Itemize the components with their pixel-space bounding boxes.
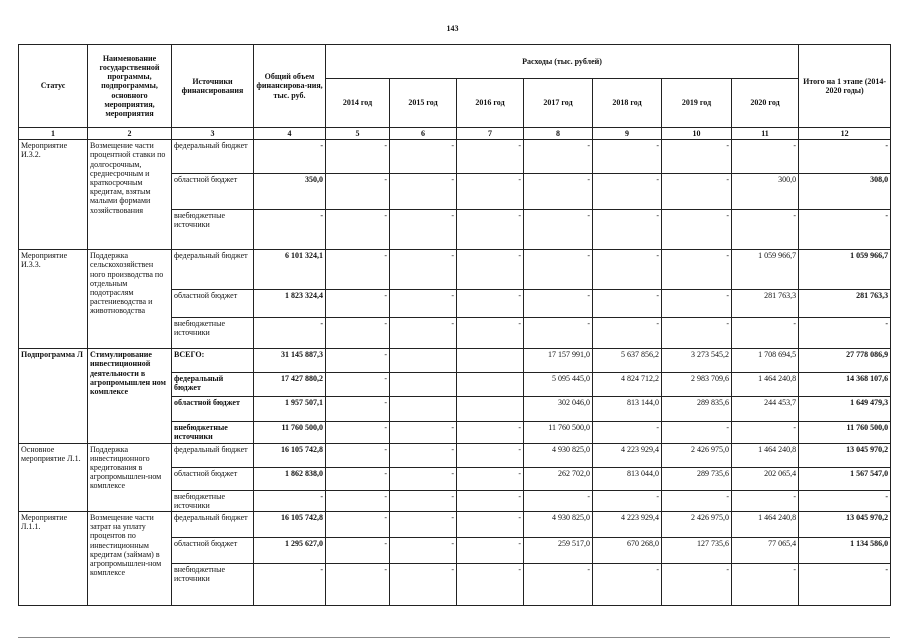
header-year: 2015 год [390, 79, 457, 128]
table-row [19, 140, 891, 174]
total-volume-cell: - [254, 563, 326, 605]
year-value-cell: - [457, 490, 524, 511]
year-value-cell: - [524, 250, 593, 290]
year-value-cell: - [326, 349, 390, 373]
header-year: 2014 год [326, 79, 390, 128]
total-volume-cell: 16 105 742,8 [254, 443, 326, 467]
year-value-cell: - [593, 318, 662, 349]
year-value-cell: - [593, 290, 662, 318]
year-value-cell: 1 464 240,8 [732, 511, 799, 537]
year-value-cell: - [326, 422, 390, 443]
funding-source-cell: внебюджетные источники [172, 490, 254, 511]
stage-total-cell: - [799, 140, 891, 174]
funding-source-cell: внебюджетные источники [172, 563, 254, 605]
year-value-cell: - [457, 422, 524, 443]
status-cell: Мероприятие И.3.3. [19, 250, 88, 349]
year-value-cell: - [326, 318, 390, 349]
table-row [19, 250, 891, 290]
header-year: 2019 год [662, 79, 732, 128]
year-value-cell: - [326, 490, 390, 511]
year-value-cell: - [326, 250, 390, 290]
funding-source-cell: ВСЕГО: [172, 349, 254, 373]
year-value-cell: - [326, 373, 390, 397]
year-value-cell: - [524, 210, 593, 250]
stage-total-cell: 308,0 [799, 174, 891, 210]
year-value-cell: - [524, 140, 593, 174]
year-value-cell: - [662, 490, 732, 511]
year-value-cell: - [524, 490, 593, 511]
program-name-cell: Возмещение части затрат на уплату процентов по инвестиционным кредитам (займам) в агропромышлен-ном комплексе [88, 511, 172, 605]
year-value-cell: - [457, 174, 524, 210]
column-number: 9 [593, 128, 662, 140]
year-value-cell: - [457, 250, 524, 290]
year-value-cell: - [662, 290, 732, 318]
year-value-cell: 262 702,0 [524, 467, 593, 490]
stage-total-cell: 27 778 086,9 [799, 349, 891, 373]
year-value-cell: 244 453,7 [732, 397, 799, 422]
column-number: 1 [19, 128, 88, 140]
year-value-cell: - [732, 140, 799, 174]
table-body [19, 140, 891, 606]
total-volume-cell: 16 105 742,8 [254, 511, 326, 537]
year-value-cell: - [326, 140, 390, 174]
total-volume-cell: 6 101 324,1 [254, 250, 326, 290]
year-value-cell: 259 517,0 [524, 537, 593, 563]
year-value-cell: 1 708 694,5 [732, 349, 799, 373]
year-value-cell: 302 046,0 [524, 397, 593, 422]
year-value-cell: 4 824 712,2 [593, 373, 662, 397]
year-value-cell: - [326, 210, 390, 250]
page-bottom-divider [18, 637, 890, 638]
total-volume-cell: 1 823 324,4 [254, 290, 326, 318]
year-value-cell: - [662, 140, 732, 174]
year-value-cell: - [593, 563, 662, 605]
funding-source-cell: областной бюджет [172, 174, 254, 210]
year-value-cell: - [593, 490, 662, 511]
year-value-cell: - [390, 511, 457, 537]
column-number: 3 [172, 128, 254, 140]
year-value-cell: - [390, 250, 457, 290]
total-volume-cell: - [254, 318, 326, 349]
header-year: 2018 год [593, 79, 662, 128]
header-year: 2020 год [732, 79, 799, 128]
stage-total-cell: - [799, 318, 891, 349]
year-value-cell: - [457, 290, 524, 318]
total-volume-cell: 11 760 500,0 [254, 422, 326, 443]
year-value-cell: - [326, 537, 390, 563]
year-value-cell: 2 983 709,6 [662, 373, 732, 397]
year-value-cell: - [390, 467, 457, 490]
year-value-cell: - [390, 210, 457, 250]
table-row [19, 511, 891, 537]
column-number: 7 [457, 128, 524, 140]
column-number: 5 [326, 128, 390, 140]
total-volume-cell: 1 862 838,0 [254, 467, 326, 490]
year-value-cell: - [390, 290, 457, 318]
year-value-cell: 1 464 240,8 [732, 443, 799, 467]
year-value-cell: - [326, 467, 390, 490]
year-value-cell: - [326, 443, 390, 467]
year-value-cell: 4 930 825,0 [524, 511, 593, 537]
year-value-cell: - [390, 422, 457, 443]
year-value-cell: 289 735,6 [662, 467, 732, 490]
year-value-cell: 300,0 [732, 174, 799, 210]
funding-source-cell: внебюджетные источники [172, 318, 254, 349]
year-value-cell [457, 373, 524, 397]
year-value-cell: - [326, 563, 390, 605]
year-value-cell: 4 930 825,0 [524, 443, 593, 467]
year-value-cell: - [593, 174, 662, 210]
year-value-cell: 17 157 991,0 [524, 349, 593, 373]
year-value-cell: - [732, 210, 799, 250]
funding-source-cell: федеральный бюджет [172, 373, 254, 397]
year-value-cell: - [524, 174, 593, 210]
year-value-cell [457, 349, 524, 373]
column-number: 12 [799, 128, 891, 140]
year-value-cell: - [390, 537, 457, 563]
year-value-cell: - [390, 174, 457, 210]
status-cell: Подпрограмма Л [19, 349, 88, 443]
year-value-cell: - [732, 563, 799, 605]
year-value-cell: 1 464 240,8 [732, 373, 799, 397]
total-volume-cell: - [254, 490, 326, 511]
funding-source-cell: областной бюджет [172, 467, 254, 490]
year-value-cell [390, 349, 457, 373]
year-value-cell: - [457, 563, 524, 605]
stage-total-cell: 13 045 970,2 [799, 511, 891, 537]
year-value-cell: - [390, 318, 457, 349]
year-value-cell: - [457, 140, 524, 174]
year-value-cell: - [457, 511, 524, 537]
stage-total-cell: - [799, 490, 891, 511]
year-value-cell: - [732, 490, 799, 511]
status-cell: Мероприятие Л.1.1. [19, 511, 88, 605]
header-stage-total: Итого на 1 этапе (2014-2020 годы) [799, 45, 891, 128]
year-value-cell: - [326, 290, 390, 318]
year-value-cell: - [662, 210, 732, 250]
program-name-cell: Возмещение части процентной ставки по долгосрочным, среднесрочным и краткосрочным кредитам, взятым малыми формами хозяйствования [88, 140, 172, 250]
year-value-cell: - [732, 318, 799, 349]
column-number: 10 [662, 128, 732, 140]
year-value-cell: - [326, 397, 390, 422]
year-value-cell: 4 223 929,4 [593, 511, 662, 537]
header-total-volume: Общий объем финансирова-ния, тыс. руб. [254, 45, 326, 128]
total-volume-cell: 1 957 507,1 [254, 397, 326, 422]
total-volume-cell: 17 427 880,2 [254, 373, 326, 397]
year-value-cell: 4 223 929,4 [593, 443, 662, 467]
stage-total-cell: 13 045 970,2 [799, 443, 891, 467]
header-sources: Источники финансирования [172, 45, 254, 128]
year-value-cell: - [457, 537, 524, 563]
funding-source-cell: областной бюджет [172, 537, 254, 563]
year-value-cell: - [662, 563, 732, 605]
year-value-cell: - [593, 422, 662, 443]
year-value-cell [390, 397, 457, 422]
year-value-cell: 2 426 975,0 [662, 443, 732, 467]
stage-total-cell: 281 763,3 [799, 290, 891, 318]
year-value-cell: 202 065,4 [732, 467, 799, 490]
page-number: 143 [446, 24, 459, 33]
year-value-cell: 11 760 500,0 [524, 422, 593, 443]
program-name-cell: Поддержка сельскохозяйствен ного производства по отдельным подотраслям растениеводства и животноводства [88, 250, 172, 349]
year-value-cell: - [662, 250, 732, 290]
funding-source-cell: внебюджетные источники [172, 422, 254, 443]
year-value-cell: - [457, 443, 524, 467]
year-value-cell: - [524, 318, 593, 349]
year-value-cell: 2 426 975,0 [662, 511, 732, 537]
year-value-cell: - [524, 290, 593, 318]
status-cell: Мероприятие И.3.2. [19, 140, 88, 250]
funding-source-cell: федеральный бюджет [172, 140, 254, 174]
year-value-cell [390, 373, 457, 397]
year-value-cell: 127 735,6 [662, 537, 732, 563]
year-value-cell: 289 835,6 [662, 397, 732, 422]
year-value-cell: 1 059 966,7 [732, 250, 799, 290]
column-number: 4 [254, 128, 326, 140]
year-value-cell: - [524, 563, 593, 605]
year-value-cell: - [662, 318, 732, 349]
header-program-name: Наименование государственной программы, подпрограммы, основного мероприятия, мероприятия [88, 45, 172, 128]
column-number: 2 [88, 128, 172, 140]
stage-total-cell: 14 368 107,6 [799, 373, 891, 397]
year-value-cell: 5 095 445,0 [524, 373, 593, 397]
stage-total-cell: 1 059 966,7 [799, 250, 891, 290]
total-volume-cell: 1 295 627,0 [254, 537, 326, 563]
total-volume-cell: 350,0 [254, 174, 326, 210]
funding-source-cell: областной бюджет [172, 290, 254, 318]
year-value-cell [457, 397, 524, 422]
funding-source-cell: внебюджетные источники [172, 210, 254, 250]
total-volume-cell: - [254, 210, 326, 250]
year-value-cell: - [326, 174, 390, 210]
year-value-cell: 77 065,4 [732, 537, 799, 563]
year-value-cell: - [732, 422, 799, 443]
header-status: Статус [19, 45, 88, 128]
column-number: 8 [524, 128, 593, 140]
stage-total-cell: - [799, 563, 891, 605]
year-value-cell: - [457, 210, 524, 250]
year-value-cell: - [390, 490, 457, 511]
funding-source-cell: федеральный бюджет [172, 250, 254, 290]
header-expenses: Расходы (тыс. рублей) [326, 45, 799, 79]
total-volume-cell: - [254, 140, 326, 174]
year-value-cell: - [593, 140, 662, 174]
stage-total-cell: 1 134 586,0 [799, 537, 891, 563]
year-value-cell: - [662, 174, 732, 210]
year-value-cell: 281 763,3 [732, 290, 799, 318]
table-row [19, 349, 891, 373]
budget-table [18, 44, 891, 606]
year-value-cell: - [662, 422, 732, 443]
funding-source-cell: федеральный бюджет [172, 443, 254, 467]
year-value-cell: 813 144,0 [593, 397, 662, 422]
status-cell: Основное мероприятие Л.1. [19, 443, 88, 511]
funding-source-cell: областной бюджет [172, 397, 254, 422]
year-value-cell: - [593, 210, 662, 250]
year-value-cell: - [457, 318, 524, 349]
year-value-cell: 3 273 545,2 [662, 349, 732, 373]
year-value-cell: - [390, 140, 457, 174]
total-volume-cell: 31 145 887,3 [254, 349, 326, 373]
stage-total-cell: 11 760 500,0 [799, 422, 891, 443]
column-number: 11 [732, 128, 799, 140]
header-year: 2017 год [524, 79, 593, 128]
stage-total-cell: - [799, 210, 891, 250]
column-number: 6 [390, 128, 457, 140]
program-name-cell: Поддержка инвестиционного кредитования в агропромышлен-ном комплексе [88, 443, 172, 511]
year-value-cell: 670 268,0 [593, 537, 662, 563]
year-value-cell: - [457, 467, 524, 490]
stage-total-cell: 1 567 547,0 [799, 467, 891, 490]
year-value-cell: - [390, 443, 457, 467]
year-value-cell: 813 044,0 [593, 467, 662, 490]
year-value-cell: 5 637 856,2 [593, 349, 662, 373]
year-value-cell: - [326, 511, 390, 537]
year-value-cell: - [593, 250, 662, 290]
program-name-cell: Стимулирование инвестиционной деятельности в агропромышлен ном комплексе [88, 349, 172, 443]
column-number-row [19, 128, 891, 140]
funding-source-cell: федеральный бюджет [172, 511, 254, 537]
table-row [19, 443, 891, 467]
stage-total-cell: 1 649 479,3 [799, 397, 891, 422]
header-year: 2016 год [457, 79, 524, 128]
year-value-cell: - [390, 563, 457, 605]
